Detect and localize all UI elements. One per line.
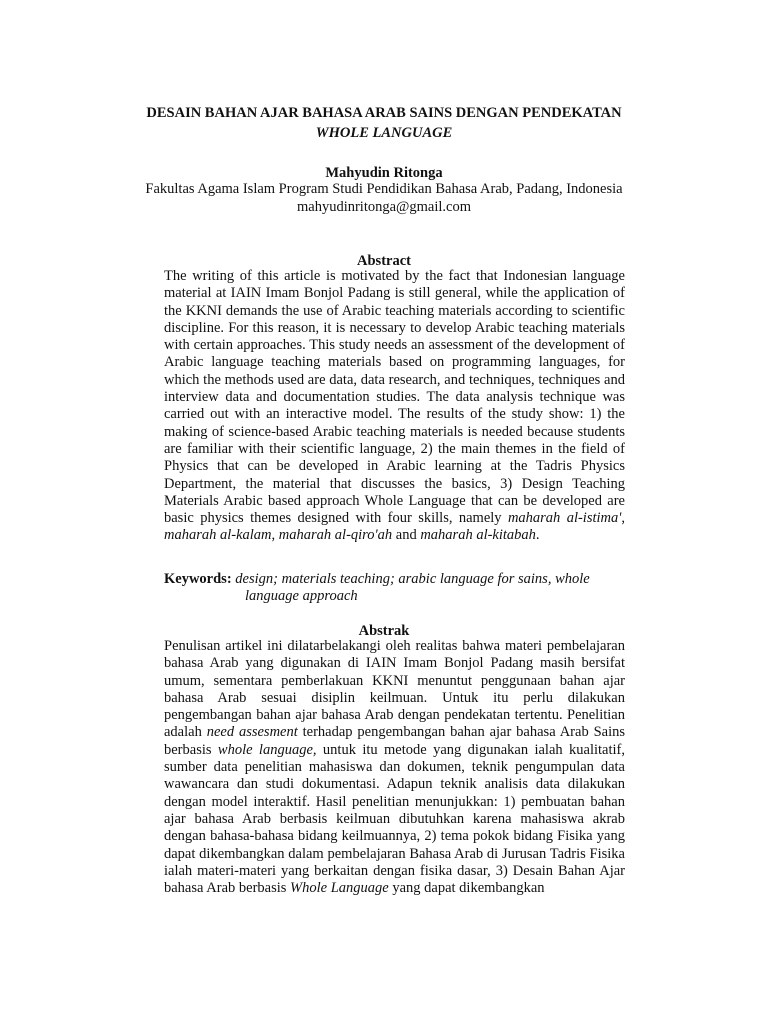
abstrak-heading: Abstrak (358, 623, 410, 639)
author-name: Mahyudin Ritonga (325, 165, 443, 181)
abstrak-term: Whole Language (290, 880, 389, 897)
skill-term: maharah al-istima' (507, 510, 622, 527)
author-affiliation-block (0, 180, 768, 216)
abstrak-term: need assesment (206, 724, 298, 741)
abstract-text: The writing of this article is motivated by the fact that Indonesian language material at IAIN Imam Bonjol Padang is still general, while the application of the KKNI demands the use of Arabic teaching materials according to scientific discipline. For this reason, it is necessary to develop Arabic teaching materials with certain approaches. This study needs an assessment of the development of Arabic language teaching materials based on programming languages, for which the methods used are data, data research, and techniques, techniques and interview data and documentation studies. The data analysis technique was carried out with an interactive model. The results of the study show: 1) the making of science-based Arabic teaching materials is needed because students are familiar with their scientific language, 2) the main themes in the field of Physics that can be developed in Arabic learning at the Tadris Physics Department, the material that discusses the basics, 3) Design Teaching Materials Arabic based approach Whole Language that can be developed are basic physics themes designed with four skills, namely (164, 268, 625, 527)
author-email: mahyudinritonga@gmail.com (296, 199, 472, 215)
separator: and (392, 527, 421, 544)
abstrak-body (164, 638, 625, 897)
abstrak-text: terhadap pengembangan bahan ajar bahasa Arab Sains berbasis (164, 724, 625, 758)
keywords-label: Keywords: (164, 571, 232, 587)
abstrak-text: untuk itu metode yang digunakan ialah kualitatif, sumber data penelitian mahasiswa dan dokumen, teknik pengumpulan data wawancara dan studi dokumentasi. Adapun teknik analisis data dilakukan dengan model interaktif. Hasil penelitian menunjukkan: 1) pembuatan bahan ajar bahasa Arab berbasis keilmuan dibutuhkan karena mahasiswa akrab dengan bahasa-bahasa bidang keilmuannya, 2) tema pokok bidang Fisika yang dapat dikembangkan dalam pembelajaran Bahasa Arab di Jurusan Tadris Fisika ialah materi-materi yang berkaitan dengan fisika dasar, 3) Desain Bahan Ajar bahasa Arab berbasis (164, 741, 626, 897)
abstrak-term: whole language, (217, 741, 317, 758)
separator: , (621, 510, 625, 527)
keywords (164, 571, 625, 606)
skill-term: maharah al-kitabah (420, 527, 536, 544)
affiliation: Fakultas Agama Islam Program Studi Pendidikan Bahasa Arab, Padang, Indonesia (145, 181, 623, 197)
title-line-2: WHOLE LANGUAGE (315, 125, 453, 141)
abstrak-text: yang dapat dikembangkan (388, 880, 545, 897)
abstract-heading: Abstract (357, 253, 411, 269)
separator: . (535, 527, 540, 544)
keywords-line-1: design; materials teaching; arabic language for sains, whole (235, 571, 590, 587)
keywords-line-2: language approach (245, 588, 358, 605)
title-line-1: DESAIN BAHAN AJAR BAHASA ARAB SAINS DENGAN PENDEKATAN (146, 105, 622, 121)
abstrak-text: Penulisan artikel ini dilatarbelakangi oleh realitas bahwa materi pembelajaran bahasa Arab yang digunakan di IAIN Imam Bonjol Padang masih bersifat umum, sementara pemberlakuan KKNI menuntut penggunaan bahan ajar bahasa Arab sesuai disiplin keilmuan. Untuk itu perlu dilakukan pengembangan bahan ajar bahasa Arab dengan pendekatan tertentu. Penelitian adalah (164, 638, 625, 741)
abstract-body (164, 268, 625, 545)
paper-title (0, 103, 768, 143)
separator: , (271, 527, 279, 544)
skill-term: maharah al-kalam (164, 527, 272, 544)
skill-term: maharah al-qiro'ah (278, 527, 393, 544)
